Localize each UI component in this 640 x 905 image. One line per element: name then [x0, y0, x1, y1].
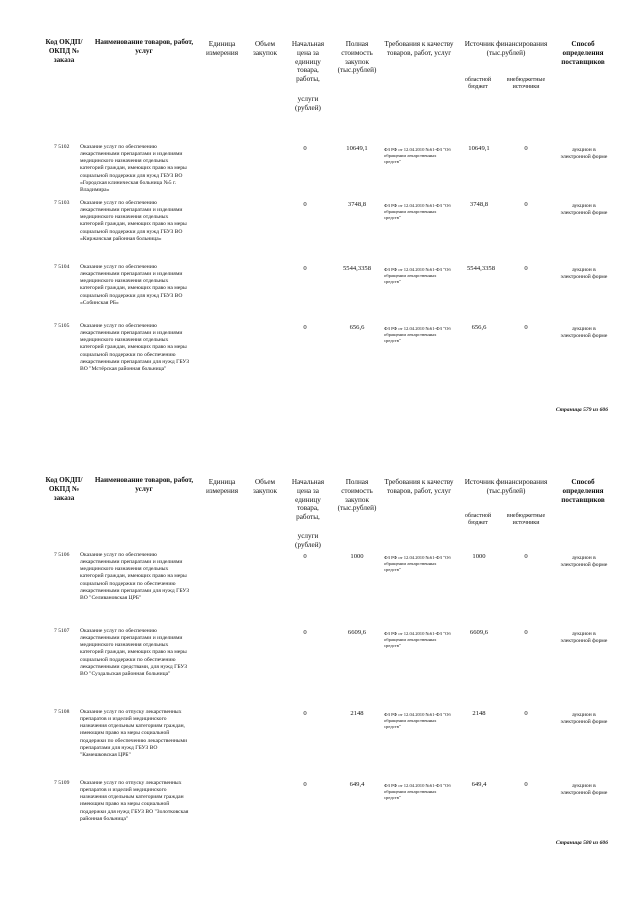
- row-total: 2148: [350, 710, 364, 717]
- header-funding: Источник финансирования (тыс.рублей): [464, 478, 548, 495]
- row-name: Оказание услуг по отпуску лекарственных препаратов и изделий медицинского назначения отдельным категориям граждан, имеющим право на меры социальной поддержки по обеспечению лекарственными препаратами для нужд ГБУЗ ВО "Камешковская ЦРБ": [80, 709, 188, 758]
- row-extra: 0: [524, 781, 528, 788]
- header-method: Способ определения поставщиков: [561, 40, 605, 66]
- row-method: аукцион в электронной форме: [560, 267, 608, 281]
- row-requirements: ФЗ РФ от 12.04.2010 №61-ФЗ "Об обращении лекарственных средств": [384, 783, 451, 801]
- document-page-579: [0, 0, 640, 452]
- header-unit: Единица измерения: [205, 478, 239, 495]
- row-price: 0: [303, 324, 307, 331]
- row-method: аукцион в электронной форме: [560, 326, 608, 340]
- row-regional: 2148: [472, 710, 486, 717]
- row-code: 7 5105: [54, 323, 70, 329]
- row-method: аукцион в электронной форме: [560, 631, 608, 645]
- header-start-price: Начальная цена за единицу товара, работы,: [291, 40, 325, 84]
- header-code: Код ОКДП/ ОКПД № заказа: [45, 476, 83, 502]
- row-method: аукцион в электронной форме: [560, 555, 608, 569]
- row-extra: 0: [524, 265, 528, 272]
- row-price: 0: [303, 201, 307, 208]
- row-name: Оказание услуг по обеспечению лекарственными препаратами и изделиями медицинского назначения отдельных категорий граждан, имеющих право на меры социальной поддержки для нужд ГБУЗ ВО «Городская клиническая больница №5 г. Владимира»: [80, 144, 187, 193]
- page-footer: Страница 579 из 606: [555, 407, 608, 413]
- header-extrabudget: внебюджетные источники: [506, 513, 546, 527]
- row-price: 0: [303, 553, 307, 560]
- row-price: 0: [303, 265, 307, 272]
- header-regional: областной бюджет: [464, 513, 492, 527]
- row-extra: 0: [524, 629, 528, 636]
- row-total: 10649,1: [346, 145, 368, 152]
- row-requirements: ФЗ РФ от 12.04.2010 №61-ФЗ "Об обращении лекарственных средств": [384, 631, 451, 649]
- row-price: 0: [303, 145, 307, 152]
- row-name: Оказание услуг по обеспечению лекарственными препаратами и изделиями медицинского назначения отдельных категорий граждан, имеющих право на меры социальной поддержки по обеспечению лекарственными средствами, для нужд ГБУЗ ВО "Суздальская районная больница": [80, 628, 188, 677]
- header-unit: Единица измерения: [205, 40, 239, 57]
- header-name: Наименование товаров, работ, услуг: [94, 38, 194, 55]
- row-total: 3748,8: [347, 201, 367, 208]
- row-total: 5544,3358: [342, 265, 372, 272]
- row-requirements: ФЗ РФ от 12.04.2010 №61-ФЗ "Об обращении лекарственных средств": [384, 147, 451, 165]
- row-price: 0: [303, 781, 307, 788]
- row-method: аукцион в электронной форме: [560, 147, 608, 161]
- row-total: 6609,6: [347, 629, 367, 636]
- row-total: 649,4: [349, 781, 365, 788]
- header-requirements: Требования к качеству товаров, работ, услуг: [384, 478, 454, 495]
- row-code: 7 5103: [54, 200, 70, 206]
- row-extra: 0: [524, 201, 528, 208]
- row-code: 7 5106: [54, 552, 70, 558]
- row-requirements: ФЗ РФ от 12.04.2010 №61-ФЗ "Об обращении лекарственных средств": [384, 203, 451, 221]
- header-start-price-services: услуги (рублей): [295, 95, 321, 112]
- header-funding: Источник финансирования (тыс.рублей): [464, 40, 548, 57]
- row-code: 7 5102: [54, 144, 70, 150]
- header-volume: Объем закупок: [253, 40, 277, 57]
- row-requirements: ФЗ РФ от 12.04.2010 №61-ФЗ "Об обращении лекарственных средств": [384, 267, 451, 285]
- row-regional: 3748,8: [469, 201, 489, 208]
- row-name: Оказание услуг по обеспечению лекарственными препаратами и изделиями медицинского назначения отдельных категорий граждан, имеющих право на меры социальной поддержки для нужд ГБУЗ ВО «Собинская РБ»: [80, 264, 187, 306]
- row-name: Оказание услуг по обеспечению лекарственными препаратами и изделиями медицинского назначения отдельных категорий граждан, имеющих право на меры социальной поддержки для нужд ГБУЗ ВО «Киржачская районная больница»: [80, 200, 187, 242]
- row-regional: 1000: [472, 553, 486, 560]
- header-regional: областной бюджет: [464, 77, 492, 91]
- row-method: аукцион в электронной форме: [560, 712, 608, 726]
- row-code: 7 5104: [54, 264, 70, 270]
- header-method: Способ определения поставщиков: [561, 478, 605, 504]
- row-extra: 0: [524, 553, 528, 560]
- row-price: 0: [303, 629, 307, 636]
- header-name: Наименование товаров, работ, услуг: [94, 476, 194, 493]
- header-total: Полная стоимость закупок (тыс.рублей): [337, 478, 377, 513]
- page-footer: Страница 580 из 606: [555, 840, 608, 846]
- row-code: 7 5107: [54, 628, 70, 634]
- row-price: 0: [303, 710, 307, 717]
- row-requirements: ФЗ РФ от 12.04.2010 №61-ФЗ "Об обращении лекарственных средств": [384, 326, 451, 344]
- row-code: 7 5108: [54, 709, 70, 715]
- row-extra: 0: [524, 710, 528, 717]
- header-code: Код ОКДП/ ОКПД № заказа: [45, 38, 83, 64]
- row-name: Оказание услуг по отпуску лекарственных препаратов и изделий медицинского назначения отдельным категориям граждан имеющим право на меры социальной поддержки для нужд ГБУЗ ВО "Золотковская районная больница": [80, 780, 189, 822]
- document-page-580: [0, 452, 640, 904]
- row-regional: 5544,3358: [466, 265, 496, 272]
- header-total: Полная стоимость закупок (тыс.рублей): [337, 40, 377, 75]
- header-start-price: Начальная цена за единицу товара, работы,: [291, 478, 325, 522]
- row-method: аукцион в электронной форме: [560, 783, 608, 797]
- row-regional: 6609,6: [469, 629, 489, 636]
- row-name: Оказание услуг по обеспечению лекарственными препаратами и изделиями медицинского назначения отдельных категорий граждан, имеющих право на меры социальной поддержки по обеспечению лекарственными препаратами для нужд ГБУЗ ВО "Мстёрская районная больница": [80, 323, 190, 372]
- header-volume: Объем закупок: [253, 478, 277, 495]
- row-extra: 0: [524, 324, 528, 331]
- header-extrabudget: внебюджетные источники: [506, 77, 546, 91]
- row-code: 7 5109: [54, 780, 70, 786]
- row-regional: 656,6: [471, 324, 487, 331]
- row-name: Оказание услуг по обеспечению лекарственными препаратами и изделиями медицинского назначения отдельных категорий граждан, имеющих право на меры социальной поддержки по обеспечению лекарственными препаратами для нужд ГБУЗ ВО "Селивановская ЦРБ": [80, 552, 190, 601]
- row-method: аукцион в электронной форме: [560, 203, 608, 217]
- header-start-price-services: услуги (рублей): [295, 532, 321, 549]
- row-requirements: ФЗ РФ от 12.04.2010 №61-ФЗ "Об обращении лекарственных средств": [384, 555, 451, 573]
- row-total: 1000: [350, 553, 364, 560]
- row-requirements: ФЗ РФ от 12.04.2010 №61-ФЗ "Об обращении лекарственных средств": [384, 712, 451, 730]
- header-requirements: Требования к качеству товаров, работ, услуг: [384, 40, 454, 57]
- row-extra: 0: [524, 145, 528, 152]
- row-regional: 649,4: [471, 781, 487, 788]
- row-total: 656,6: [349, 324, 365, 331]
- row-regional: 10649,1: [468, 145, 490, 152]
